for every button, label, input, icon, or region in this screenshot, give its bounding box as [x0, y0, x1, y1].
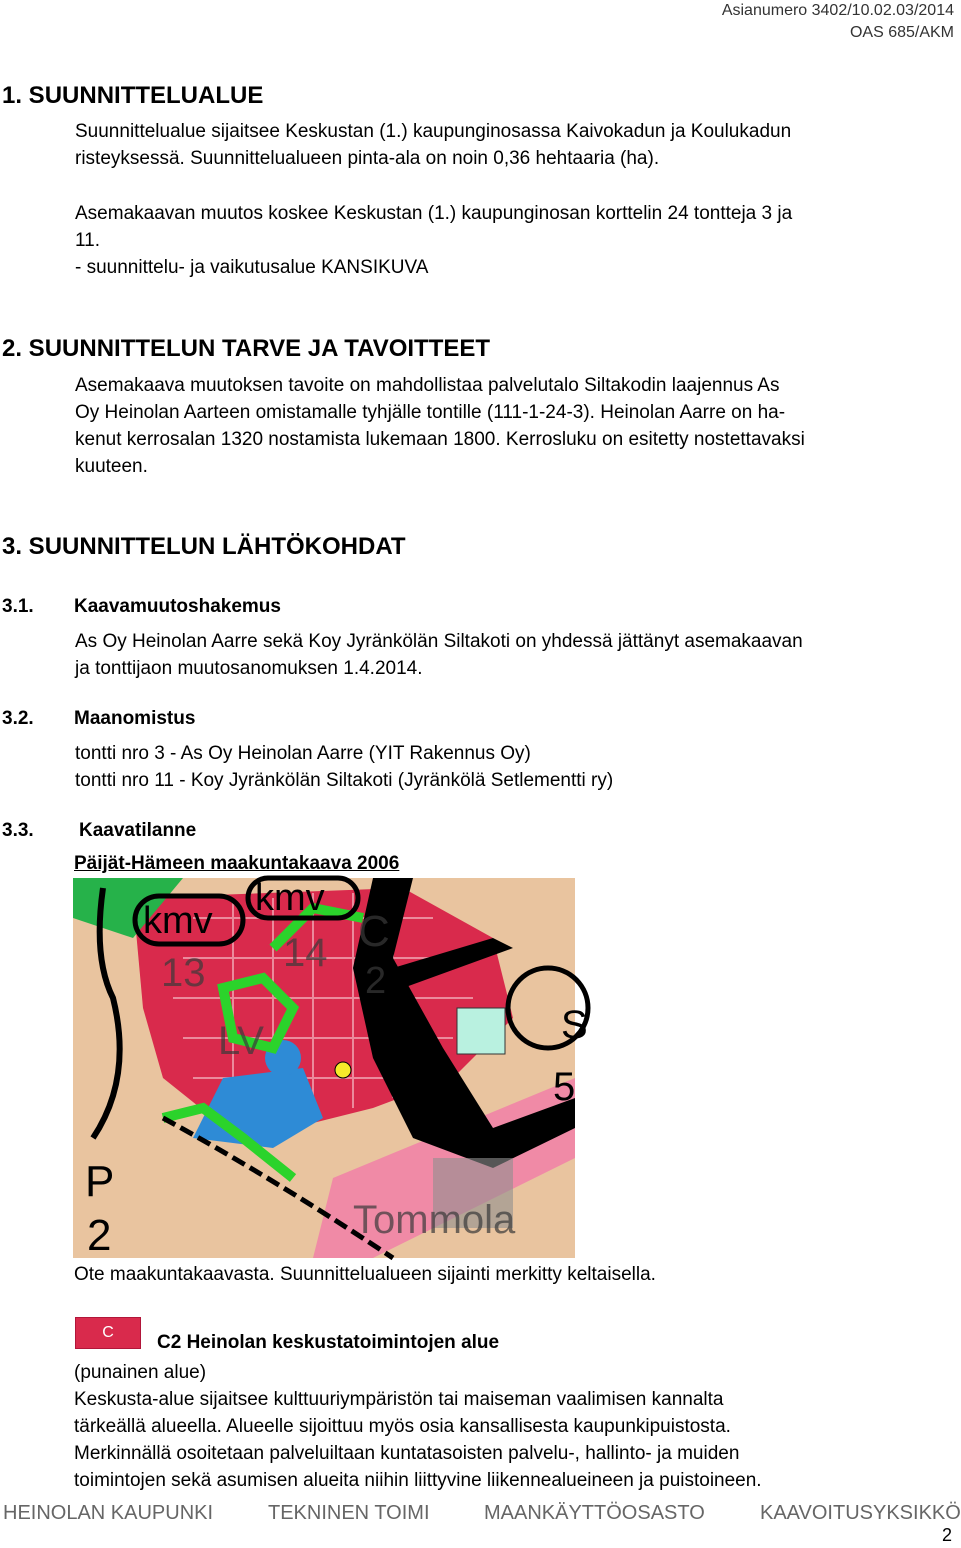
section-1-title: 1. SUUNNITTELUALUE: [2, 82, 264, 109]
paragraph-line: ja tonttijaon muutosanomuksen 1.4.2014.: [75, 658, 423, 679]
legend-symbol-c: [75, 1317, 141, 1349]
section-2-text: [75, 372, 805, 480]
map-label-lv: LV: [218, 1019, 264, 1063]
paragraph-line: Asemakaava muutoksen tavoite on mahdollistaa palvelutalo Siltakodin laajennus As: [75, 375, 780, 396]
map-label-s: S: [561, 1003, 588, 1047]
map-label-5: 5: [553, 1065, 576, 1109]
paragraph-line: tärkeällä alueella. Alueelle sijoittuu myös osia kansallisesta kaupunkipuistosta.: [74, 1416, 731, 1437]
map-caption: Ote maakuntakaavasta. Suunnittelualueen sijainti merkitty keltaisella.: [74, 1264, 656, 1285]
paragraph-line: Suunnittelualue sijaitsee Keskustan (1.) kaupunginosassa Kaivokadun ja Koulukadun: [75, 121, 792, 142]
map-label-kmv-2: kmv: [255, 877, 325, 919]
paragraph-line: kuuteen.: [75, 456, 148, 477]
map-graphic: [73, 877, 588, 1260]
paragraph-line: tontti nro 11 - Koy Jyränkölän Siltakoti (Jyränkölä Setlementti ry): [75, 770, 614, 791]
map-label-c: C: [358, 907, 390, 956]
map-label-14: 14: [283, 931, 328, 975]
map-label-c-2: 2: [365, 960, 387, 1002]
case-number: Asianumero 3402/10.02.03/2014: [721, 2, 954, 19]
map-label-p: P: [85, 1157, 115, 1206]
subsection-3-1-text: [75, 628, 803, 682]
regional-plan-map: [73, 877, 588, 1260]
map-label-place: Tommola: [353, 1198, 516, 1242]
section-1-text: [75, 118, 791, 172]
paragraph-line: tontti nro 3 - As Oy Heinolan Aarre (YIT Rakennus Oy): [75, 743, 531, 764]
subsection-3-3-number: 3.3.: [2, 820, 34, 841]
map-label-kmv: kmv: [143, 900, 213, 942]
legend-text: [74, 1359, 762, 1494]
page-number: 2: [941, 1525, 952, 1545]
paragraph-line: Oy Heinolan Aarteen omistamalle tyhjälle tontille (111-1-24-3). Heinolan Aarre on ha-: [75, 402, 786, 423]
oas-number: OAS 685/AKM: [849, 24, 954, 41]
paragraph-line: toimintojen sekä asumisen alueita niihin liittyvine liikennealueineen ja puistoineen.: [74, 1470, 762, 1491]
subsection-3-3-title: Kaavatilanne: [79, 820, 197, 841]
section-1-text-2: [75, 200, 792, 281]
footer-unit: MAANKÄYTTÖOSASTO: [484, 1502, 705, 1524]
footer-org: HEINOLAN KAUPUNKI: [3, 1502, 214, 1524]
legend-title: C2 Heinolan keskustatoimintojen alue: [157, 1332, 500, 1353]
subsection-3-2-text: [75, 740, 613, 794]
paragraph-line: 11.: [75, 230, 101, 251]
subsection-3-2-title: Maanomistus: [74, 708, 196, 729]
subsection-3-1-number: 3.1.: [2, 596, 34, 617]
map-site-marker: [335, 1062, 351, 1078]
map-label-13: 13: [161, 951, 206, 995]
subsection-3-2-number: 3.2.: [2, 708, 34, 729]
subsection-3-1-title: Kaavamuutoshakemus: [74, 596, 281, 617]
footer-dept: TEKNINEN TOIMI: [268, 1502, 430, 1524]
paragraph-line: Keskusta-alue sijaitsee kulttuuriympäristön tai maiseman vaalimisen kannalta: [74, 1389, 724, 1410]
legend-subtitle: (punainen alue): [74, 1362, 207, 1383]
paragraph-line: Merkinnällä osoitetaan palveluiltaan kuntatasoisten palvelu-, hallinto- ja muiden: [74, 1443, 740, 1464]
legend-symbol-label: C: [102, 1324, 114, 1341]
paragraph-line: kenut kerrosalan 1320 nostamista lukemaan 1800. Kerrosluku on esitetty nostettavaksi: [75, 429, 805, 450]
map-mint-square: [457, 1008, 505, 1054]
map-title: Päijät-Hämeen maakuntakaava 2006: [74, 853, 400, 874]
section-3-title: 3. SUUNNITTELUN LÄHTÖKOHDAT: [2, 533, 406, 560]
footer-subunit: KAAVOITUSYKSIKKÖ: [760, 1502, 961, 1524]
paragraph-line: As Oy Heinolan Aarre sekä Koy Jyränkölän Siltakoti on yhdessä jättänyt asemakaavan: [75, 631, 803, 652]
paragraph-line: risteyksessä. Suunnittelualueen pinta-ala on noin 0,36 hehtaaria (ha).: [75, 148, 660, 169]
map-label-p-2: 2: [87, 1211, 112, 1260]
paragraph-line: Asemakaavan muutos koskee Keskustan (1.) kaupunginosan korttelin 24 tontteja 3 ja: [75, 203, 793, 224]
page-footer: [0, 1502, 960, 1528]
paragraph-line: - suunnittelu- ja vaikutusalue KANSIKUVA: [75, 257, 429, 278]
section-2-title: 2. SUUNNITTELUN TARVE JA TAVOITTEET: [2, 335, 491, 362]
